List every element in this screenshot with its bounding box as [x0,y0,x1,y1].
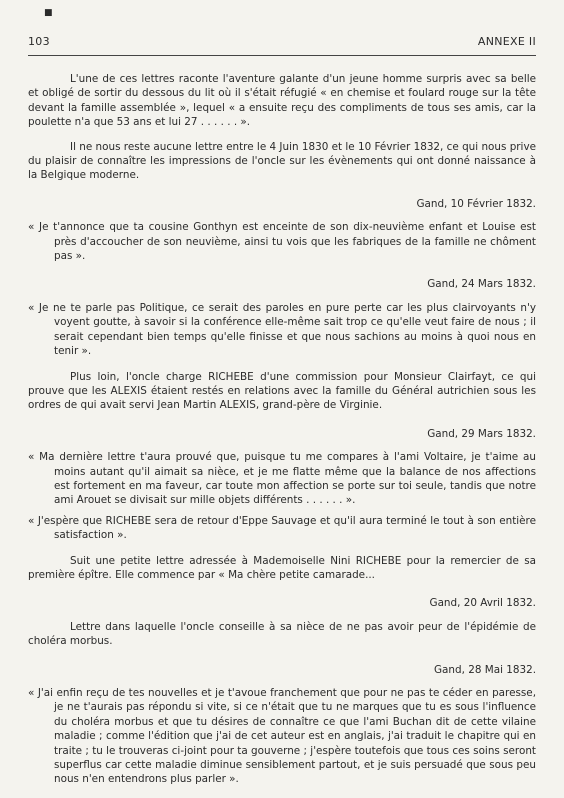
letter-dateline: Gand, 28 Mai 1832. [434,663,536,676]
section-title: ANNEXE II [477,35,536,48]
paragraph: Plus loin, l'oncle charge RICHEBE d'une commission pour Monsieur Clairfayt, ce qui prouve que les ALEXIS étaient restés en relations avec la famille du Général autrichien sous les ordres de qui avait servi Jean Martin ALEXIS, grand-père de Virginie. [28,370,536,412]
corner-mark: ■ [44,8,53,18]
letter-quote: « Je ne te parle pas Politique, ce serait des paroles en pure perte car les plus clairvoyants n'y voyent goutte, à savoir si la conférence elle-même sait trop ce qu'elle veut faire de nous ; il serait cependant bien temps qu'elle finisse et que nous sachions au moins à quoi nous en tenir ». [28,301,536,358]
paragraph: L'une de ces lettres raconte l'aventure galante d'un jeune homme surpris avec sa belle et obligé de sortir du dessous du lit où il s'était réfugié « en chemise et foulard rouge sur la tête devant la famille assemblée », lequel « a ensuite reçu des compliments de tous ses amis, car la poulette n'a que 53 ans et lui 27 . . . . . . ». [28,73,536,129]
letter-quote: « J'ai enfin reçu de tes nouvelles et je t'avoue franchement que pour ne pas te céder en paresse, je ne t'aurais pas répondu si vite, si ce n'était que tu ne marques que tu es sous l'influence du choléra morbus et que tu désires de connaître ce que l'ami Buchan dit de cette vilaine maladie ; comme l'édition que j'ai de cet auteur est en anglais, j'ai traduit le chapitre qui en traite ; tu le trouveras ci-joint pour ta gouverne ; j'espère toutefois que tous ces soins seront superflus car cette maladie diminue sensiblement partout, et je suis persuadé que sous peu nous n'en entendrons plus parler ». [28,687,536,786]
page-number: 103 [28,35,50,48]
header-rule [28,55,536,56]
letter-dateline: Gand, 20 Avril 1832. [429,597,536,610]
body-text [28,72,536,798]
letter-quote: « J'espère que RICHEBE sera de retour d'Eppe Sauvage et qu'il aura terminé le tout à son entière satisfaction ». [28,514,536,542]
letter-dateline: Gand, 10 Février 1832. [416,197,536,210]
running-header [28,35,536,48]
paragraph: Suit une petite lettre adressée à Mademoiselle Nini RICHEBE pour la remercier de sa première épître. Elle commence par « Ma chère petite camarade... [28,554,536,581]
letter-dateline: Gand, 29 Mars 1832. [427,427,536,440]
letter-quote: « Ma dernière lettre t'aura prouvé que, puisque tu me compares à l'ami Voltaire, je t'aime au moins autant qu'il aimait sa nièce, et je me flatte même que la balance de nos affections est fortement en ma faveur, car toute mon affection se porte sur toi seule, tandis que notre ami Arouet se divisait sur mille objets différents . . . . . . ». [28,451,536,507]
paragraph: Il ne nous reste aucune lettre entre le 4 Juin 1830 et le 10 Février 1832, ce qui nous prive du plaisir de connaître les impressions de l'oncle sur les évènements qui ont donné naissance à la Belgique moderne. [28,140,536,182]
letter-dateline: Gand, 24 Mars 1832. [427,278,536,291]
letter-quote: « Je t'annonce que ta cousine Gonthyn est enceinte de son dix-neuvième enfant et Louise est près d'accoucher de son neuvième, ainsi tu vois que les fabriques de la famille ne chôment pas ». [28,221,536,263]
paragraph: Lettre dans laquelle l'oncle conseille à sa nièce de ne pas avoir peur de l'épidémie de choléra morbus. [28,620,536,648]
